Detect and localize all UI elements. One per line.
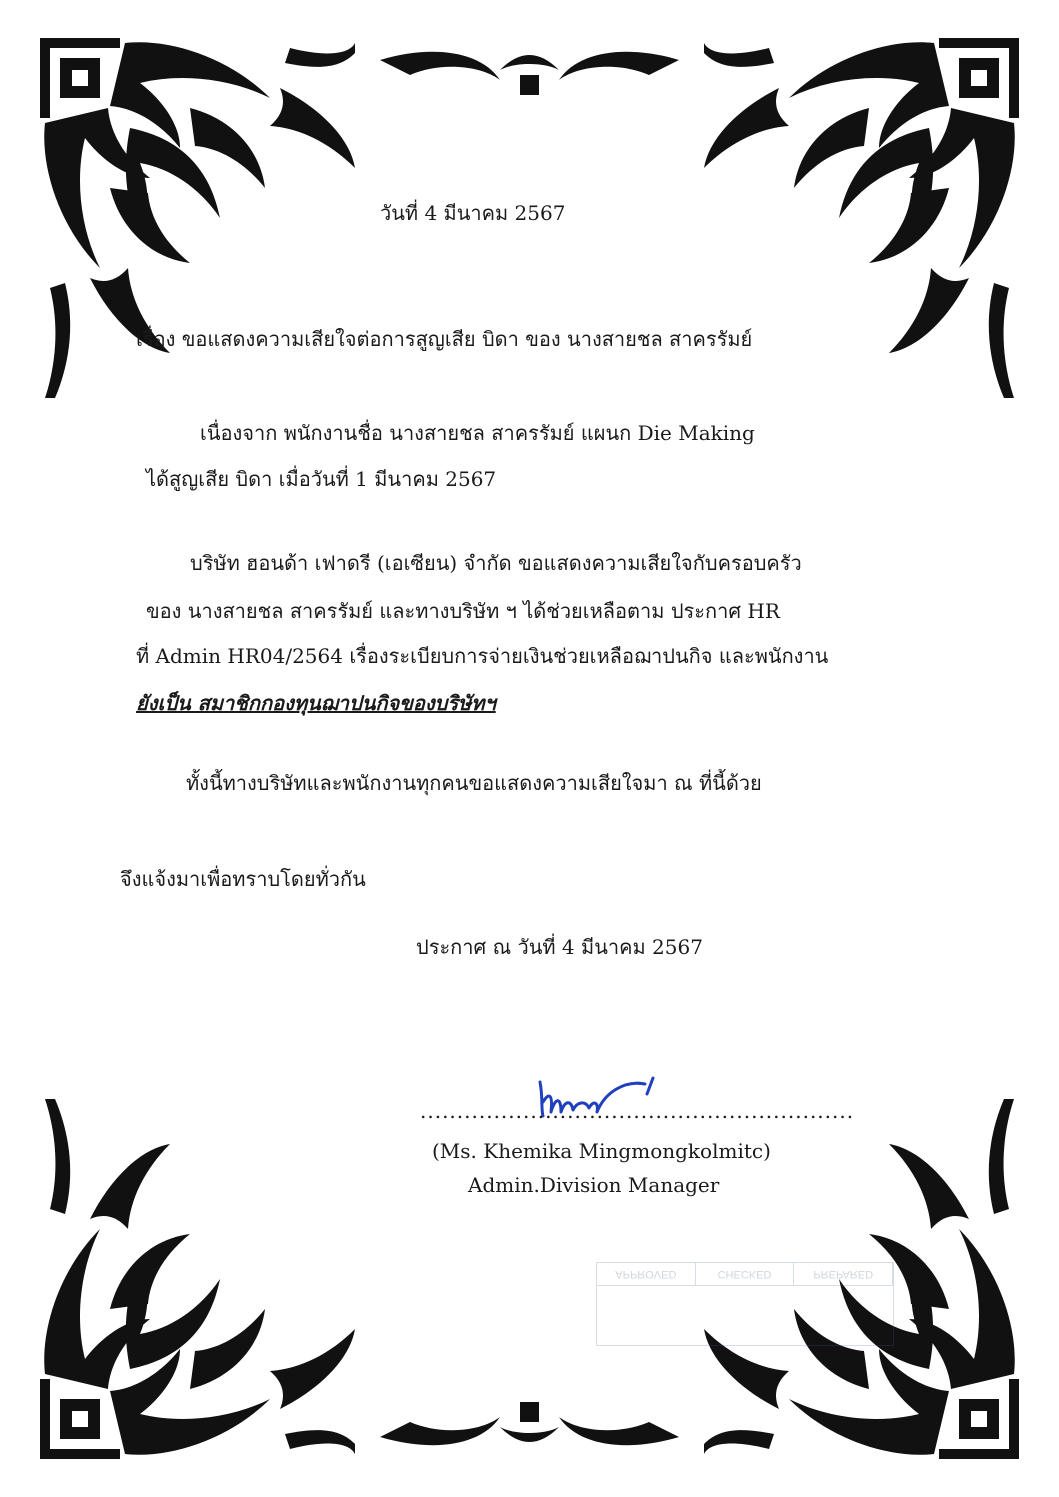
approval-stamp: [596, 1262, 894, 1346]
paragraph-1-line-2: ได้สูญเสีย บิดา เมื่อวันที่ 1 มีนาคม 2567: [146, 467, 497, 491]
paragraph-1-line-1: เนื่องจาก พนักงานชื่อ นางสายชล สาครรัมย์ แผนก Die Making: [200, 421, 755, 445]
paragraph-3: ทั้งนี้ทางบริษัทและพนักงานทุกคนขอแสดงความเสียใจมา ณ ที่นี้ด้วย: [186, 771, 762, 795]
stamp-approved-label: APPROVED: [597, 1263, 696, 1285]
paragraph-2-line-1: บริษัท ฮอนด้า เฟาดรี (เอเซียน) จำกัด ขอแสดงความเสียใจกับครอบครัว: [190, 551, 802, 575]
stamp-prepared-label: PREPARED: [794, 1263, 893, 1285]
notice-line: จึงแจ้งมาเพื่อทราบโดยทั่วกัน: [120, 867, 366, 891]
signatory-name: (Ms. Khemika Mingmongkolmitc): [432, 1139, 771, 1163]
document-subject: เรื่อง ขอแสดงความเสียใจต่อการสูญเสีย บิดา ของ นางสายชล สาครรัมย์: [136, 327, 753, 351]
paragraph-2-line-4-emphasis: ยังเป็น สมาชิกกองทุนฌาปนกิจของบริษัทฯ: [136, 691, 496, 715]
signature-dotted-line: ...........................................................: [420, 1099, 855, 1123]
paragraph-2-line-2: ของ นางสายชล สาครรัมย์ และทางบริษัท ฯ ได้ช่วยเหลือตาม ประกาศ HR: [146, 599, 780, 623]
paragraph-2-line-3: ที่ Admin HR04/2564 เรื่องระเบียบการจ่ายเงินช่วยเหลือฌาปนกิจ และพนักงาน: [136, 644, 829, 668]
stamp-checked-label: CHECKED: [696, 1263, 795, 1285]
announcement-date: ประกาศ ณ วันที่ 4 มีนาคม 2567: [416, 935, 703, 959]
top-edge-ornament: [200, 40, 859, 120]
bottom-edge-ornament: [200, 1377, 859, 1457]
document-date: วันที่ 4 มีนาคม 2567: [380, 201, 566, 225]
signatory-title: Admin.Division Manager: [468, 1173, 720, 1197]
